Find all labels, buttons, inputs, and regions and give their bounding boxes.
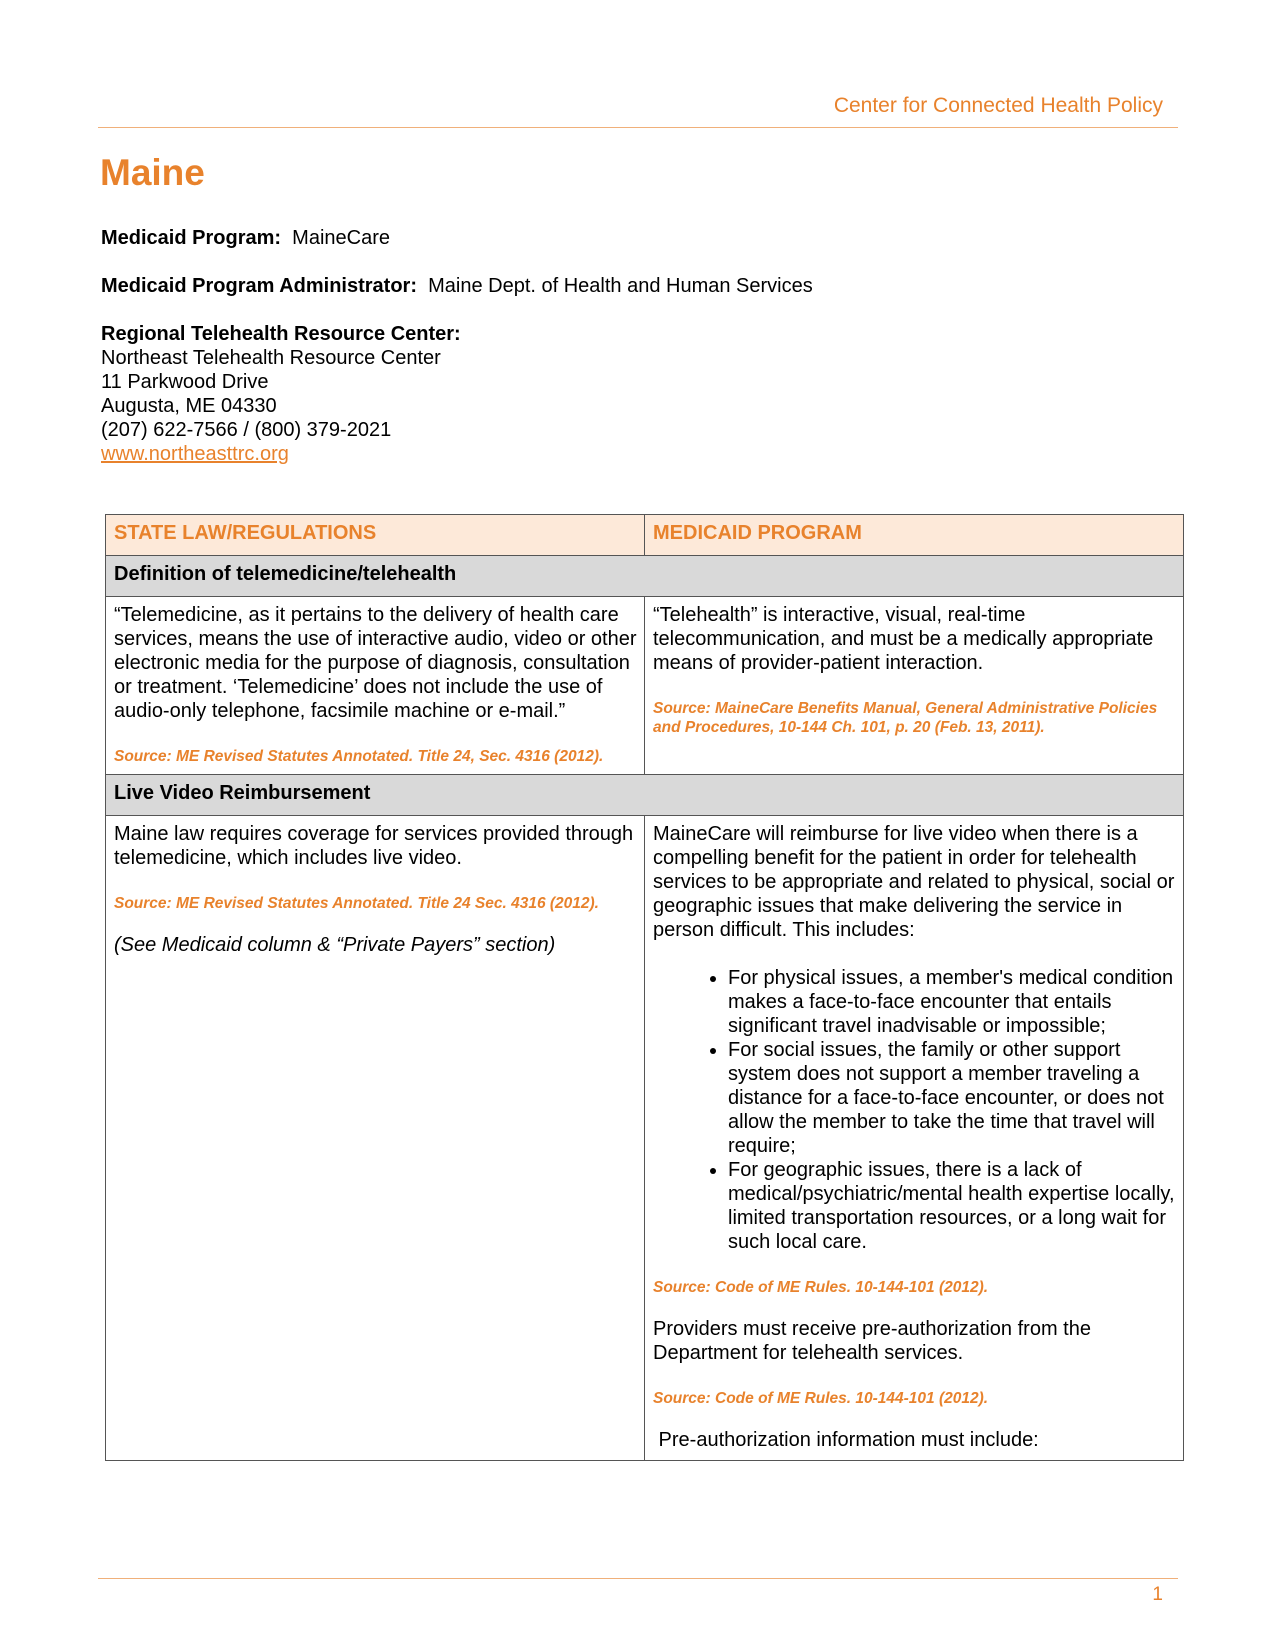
column-header-medicaid: MEDICAID PROGRAM	[645, 515, 1184, 556]
definition-medicaid-text: “Telehealth” is interactive, visual, real-time telecommunication, and must be a medically appropriate means of provider-patient interaction.	[653, 604, 1154, 674]
section-header-row	[106, 775, 1184, 816]
header-organization: Center for Connected Health Policy	[833, 94, 1163, 117]
live-video-medicaid-source-1: Source: Code of ME Rules. 10-144-101 (2012).	[653, 1279, 989, 1296]
page-title: Maine	[100, 152, 205, 193]
page-number: 1	[1152, 1584, 1163, 1605]
definition-medicaid-cell	[645, 597, 1184, 775]
resource-center-city: Augusta, ME 04330	[101, 395, 277, 417]
section-title-definition: Definition of telemedicine/telehealth	[106, 556, 1184, 597]
medicaid-admin-label: Medicaid Program Administrator:	[101, 275, 417, 297]
table-header-row	[106, 515, 1184, 556]
live-video-criteria-list	[653, 966, 1176, 1254]
live-video-preauth-text: Providers must receive pre-authorization from the Department for telehealth services.	[653, 1318, 1091, 1364]
resource-center-phone: (207) 622-7566 / (800) 379-2021	[101, 419, 392, 441]
medicaid-admin-value: Maine Dept. of Health and Human Services	[428, 275, 813, 297]
footer-divider	[98, 1578, 1178, 1579]
medicaid-program-line	[101, 226, 390, 250]
live-video-state-law-source: Source: ME Revised Statutes Annotated. Title 24 Sec. 4316 (2012).	[114, 895, 599, 912]
live-video-medicaid-cell	[645, 816, 1184, 1461]
resource-center-label: Regional Telehealth Resource Center:	[101, 323, 461, 345]
table-row	[106, 816, 1184, 1461]
medicaid-program-label: Medicaid Program:	[101, 227, 282, 249]
resource-center-website-link[interactable]: www.northeasttrc.org	[101, 443, 289, 465]
live-video-state-law-text: Maine law requires coverage for services provided through telemedicine, which includes live video.	[114, 823, 634, 869]
list-item: • For social issues, the family or other support system does not support a member traveling a distance for a face-to-face encounter, or does not allow the member to take the time that travel will require;	[728, 1038, 1176, 1158]
resource-center-street: 11 Parkwood Drive	[101, 371, 269, 393]
definition-state-law-text: “Telemedicine, as it pertains to the delivery of health care services, means the use of interactive audio, video or other electronic media for the purpose of diagnosis, consultation or treatment. ‘Telemedicine’ does not include the use of audio-only telephone, facsimile machine or e-mail.”	[114, 604, 637, 722]
live-video-state-law-note: (See Medicaid column & “Private Payers” section)	[114, 934, 556, 956]
medicaid-program-value: MaineCare	[292, 227, 390, 249]
live-video-medicaid-intro: MaineCare will reimburse for live video when there is a compelling benefit for the patient in order for telehealth services to be appropriate and related to physical, social or geographic issues that make delivering the service in person difficult. This includes:	[653, 823, 1175, 941]
live-video-state-law-cell	[106, 816, 645, 1461]
medicaid-admin-line	[101, 274, 813, 298]
live-video-medicaid-source-2: Source: Code of ME Rules. 10-144-101 (2012).	[653, 1390, 989, 1407]
list-item: • For physical issues, a member's medical condition makes a face-to-face encounter that entails significant travel inadvisable or impossible;	[728, 966, 1176, 1038]
resource-center-name: Northeast Telehealth Resource Center	[101, 347, 441, 369]
table-row	[106, 597, 1184, 775]
definition-medicaid-source: Source: MaineCare Benefits Manual, General Administrative Policies and Procedures, 10-144 Ch. 101, p. 20 (Feb. 13, 2011).	[653, 700, 1158, 736]
header-divider	[98, 127, 1178, 128]
list-item: • For geographic issues, there is a lack of medical/psychiatric/mental health expertise locally, limited transportation resources, or a long wait for such local care.	[728, 1158, 1176, 1254]
section-header-row	[106, 556, 1184, 597]
section-title-live-video: Live Video Reimbursement	[106, 775, 1184, 816]
live-video-preauth-info: Pre-authorization information must include:	[653, 1429, 1039, 1451]
definition-state-law-source: Source: ME Revised Statutes Annotated. Title 24, Sec. 4316 (2012).	[114, 748, 604, 765]
definition-state-law-cell	[106, 597, 645, 775]
resource-center-block	[101, 322, 461, 466]
policy-table	[105, 514, 1184, 1461]
column-header-state-law: STATE LAW/REGULATIONS	[106, 515, 645, 556]
